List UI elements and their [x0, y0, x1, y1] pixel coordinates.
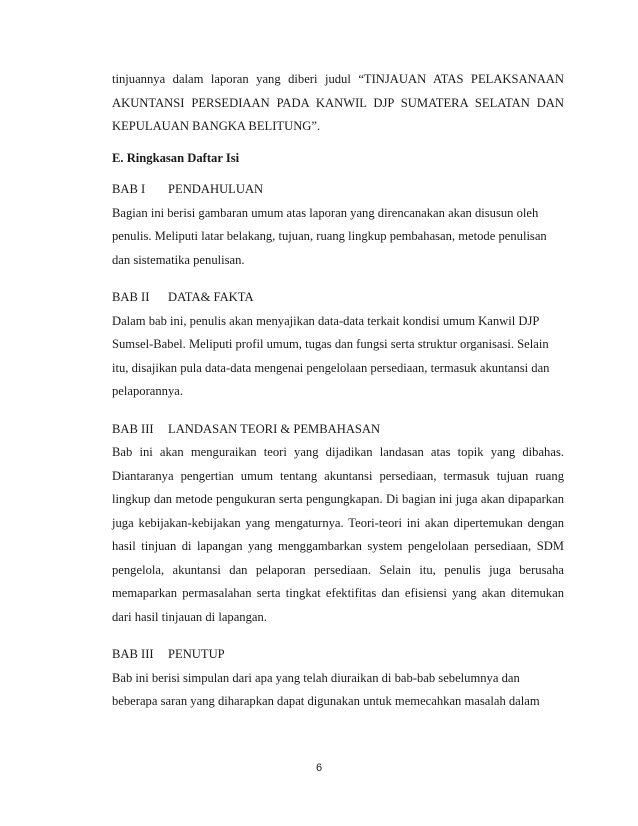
document-page: [112, 68, 564, 714]
text-line: AKUNTANSI PERSEDIAAN PADA KANWIL DJP SUMATERA SELATAN DAN: [112, 95, 564, 110]
text-line: itu, disajikan pula data-data mengenai pengelolaan persediaan, termasuk akuntansi dan: [112, 360, 550, 375]
text-line: Dalam bab ini, penulis akan menyajikan data-data terkait kondisi umum Kanwil DJP: [112, 313, 540, 328]
text-line: lingkup dan metode pengukuran serta pengungkapan. Di bagian ini juga akan dipaparkan: [112, 492, 564, 506]
chapter-title: LANDASAN TEORI & PEMBAHASAN: [168, 421, 381, 436]
chapter-number: BAB I: [112, 182, 146, 196]
chapter-title: PENDAHULUAN: [168, 182, 264, 196]
chapter-summary-bab-2: [112, 286, 564, 404]
text-line: pelaporannya.: [112, 384, 183, 398]
text-line: hasil tinjuan di lapangan yang menggambarkan system pengelolaan persediaan, SDM: [112, 539, 564, 553]
chapter-heading: [112, 418, 564, 442]
text-line: Diantaranya pengertian umum tentang akuntansi persediaan, termasuk tujuan ruang: [112, 468, 564, 483]
chapter-summary-bab-1: [112, 178, 564, 272]
text-line: Bab ini berisi simpulan dari apa yang telah diuraikan di bab-bab sebelumnya dan: [112, 670, 520, 685]
text-line: Bagian ini berisi gambaran umum atas laporan yang direncanakan akan disusun oleh: [112, 205, 539, 220]
section-heading: E. Ringkasan Daftar Isi: [112, 150, 240, 165]
text-line: penulis. Meliputi latar belakang, tujuan, ruang lingkup pembahasan, metode penulisan: [112, 229, 547, 243]
text-line: KEPULAUAN BANGKA BELITUNG”.: [112, 119, 321, 133]
chapter-number: BAB III: [112, 421, 154, 436]
chapter-summary-bab-3: [112, 418, 564, 630]
text-line: memaparkan permasalahan serta tingkat efektifitas dan efisiensi yang akan ditemukan: [112, 586, 564, 600]
text-line: dan sistematika penulisan.: [112, 252, 245, 267]
intro-paragraph: [112, 68, 564, 139]
page-number: 6: [315, 762, 323, 774]
text-line: Bab ini akan menguraikan teori yang dijadikan landasan atas topik yang dibahas.: [112, 445, 564, 459]
text-line: beberapa saran yang diharapkan dapat digunakan untuk memecahkan masalah dalam: [112, 694, 540, 708]
chapter-title: DATA& FAKTA: [168, 290, 254, 304]
chapter-number: BAB II: [112, 290, 150, 304]
text-line: pengelola, akuntansi dan pelaporan persediaan. Selain itu, penulis juga berusaha: [112, 562, 564, 577]
text-line: tinjuannya dalam laporan yang diberi judul “TINJAUAN ATAS PELAKSANAAN: [112, 72, 564, 86]
chapter-summary-bab-penutup: [112, 643, 564, 714]
text-line: juga kebijakan-kebijakan yang mengaturnya. Teori-teori ini akan dipertemukan dengan: [112, 515, 564, 530]
chapter-title: PENUTUP: [168, 647, 225, 661]
chapter-heading: [112, 178, 564, 202]
text-line: dari hasil tinjauan di lapangan.: [112, 609, 267, 624]
chapter-heading: [112, 643, 564, 667]
chapter-number: BAB III: [112, 647, 154, 661]
text-line: Sumsel-Babel. Meliputi profil umum, tugas dan fungsi serta struktur organisasi. Selain: [112, 337, 549, 351]
chapter-heading: [112, 286, 564, 310]
